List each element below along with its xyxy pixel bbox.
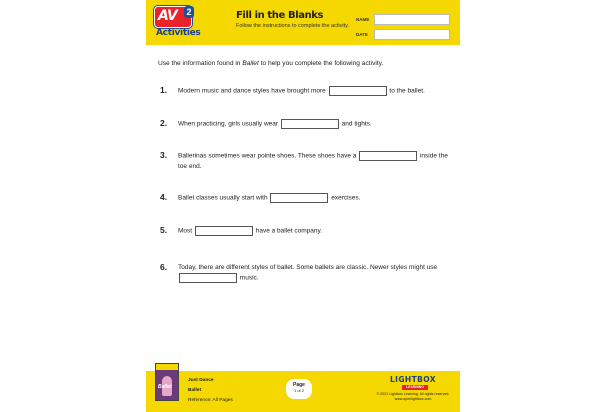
series-name: Just Dance: [188, 378, 214, 383]
question-text: [178, 263, 448, 284]
question-text: [178, 119, 448, 130]
question-text-start: Ballerinas sometimes wear pointe shoes. These shoes have a: [178, 152, 359, 160]
name-field[interactable]: [374, 14, 450, 25]
header-bar: [146, 0, 460, 45]
question-number: 4.: [160, 192, 168, 202]
question-number: 5.: [160, 225, 168, 235]
question-number: 6.: [160, 262, 168, 272]
question-text-start: When practicing, girls usually wear: [178, 120, 280, 128]
lightbox-learning-tag: LEARNING: [402, 385, 428, 390]
question-text: [178, 151, 448, 172]
page-label: Page: [293, 382, 305, 388]
question-text-end: music.: [238, 274, 259, 282]
question-text-end: and tights.: [339, 120, 372, 128]
question-text-start: Today, there are different styles of ballet. Some ballets are classic. Newer styles might use: [178, 264, 438, 271]
page-subtitle: Follow the instructions to complete the activity.: [236, 23, 350, 29]
question-text: [178, 226, 448, 237]
book-cover-title: Ballet: [158, 384, 172, 390]
question-number: 2.: [160, 118, 168, 128]
page-indicator: [286, 379, 312, 399]
av2-logo-mark: AV: [154, 6, 192, 28]
reference: Reference: All Pages: [188, 398, 233, 403]
copyright: [370, 392, 456, 402]
date-label: DATE: [356, 32, 368, 37]
question-text-start: Ballet classes usually start with: [178, 194, 270, 202]
book-title: Ballet: [188, 388, 202, 393]
instructions-text: Use the information found in: [158, 60, 243, 67]
copyright-text: © 2021 Lightbox Learning. All rights reserved.: [376, 392, 450, 396]
question-text-end: have a ballet company.: [253, 227, 323, 235]
name-label: NAME: [356, 17, 370, 22]
question-text: [178, 86, 448, 97]
question-text-start: Most: [178, 227, 194, 235]
book-cover-band: [156, 364, 178, 370]
instructions-book-title: Ballet: [242, 60, 259, 67]
date-field[interactable]: [374, 29, 450, 40]
av2-logo-superscript: 2: [184, 6, 194, 18]
instructions-text-end: to help you complete the following activity.: [258, 60, 384, 67]
question-number: 3.: [160, 150, 168, 160]
lightbox-brand: LIGHTBOX: [390, 375, 436, 384]
answer-blank[interactable]: [195, 226, 253, 236]
instructions: [158, 60, 383, 67]
page-number: 1 of 2: [293, 388, 304, 393]
question-text: [178, 193, 448, 204]
lightbox-logo: [390, 375, 440, 390]
question-text-end: inside the toe end.: [178, 152, 448, 170]
question-number: 1.: [160, 85, 168, 95]
answer-blank[interactable]: [359, 151, 417, 161]
question-text-end: to the ballet.: [387, 87, 425, 95]
website-link[interactable]: www.openlightbox.com: [394, 397, 432, 401]
question-text-start: Modern music and dance styles have brought more: [178, 87, 328, 95]
worksheet-page: [146, 0, 460, 412]
activities-label: Activities: [156, 28, 201, 38]
page-title: Fill in the Blanks: [236, 10, 324, 21]
answer-blank[interactable]: [329, 86, 387, 96]
answer-blank[interactable]: [270, 193, 328, 203]
question-text-end: exercises.: [329, 194, 361, 202]
av2-logo: [154, 6, 206, 40]
book-cover-thumbnail: [155, 363, 179, 401]
answer-blank[interactable]: [179, 273, 237, 283]
answer-blank[interactable]: [281, 119, 339, 129]
